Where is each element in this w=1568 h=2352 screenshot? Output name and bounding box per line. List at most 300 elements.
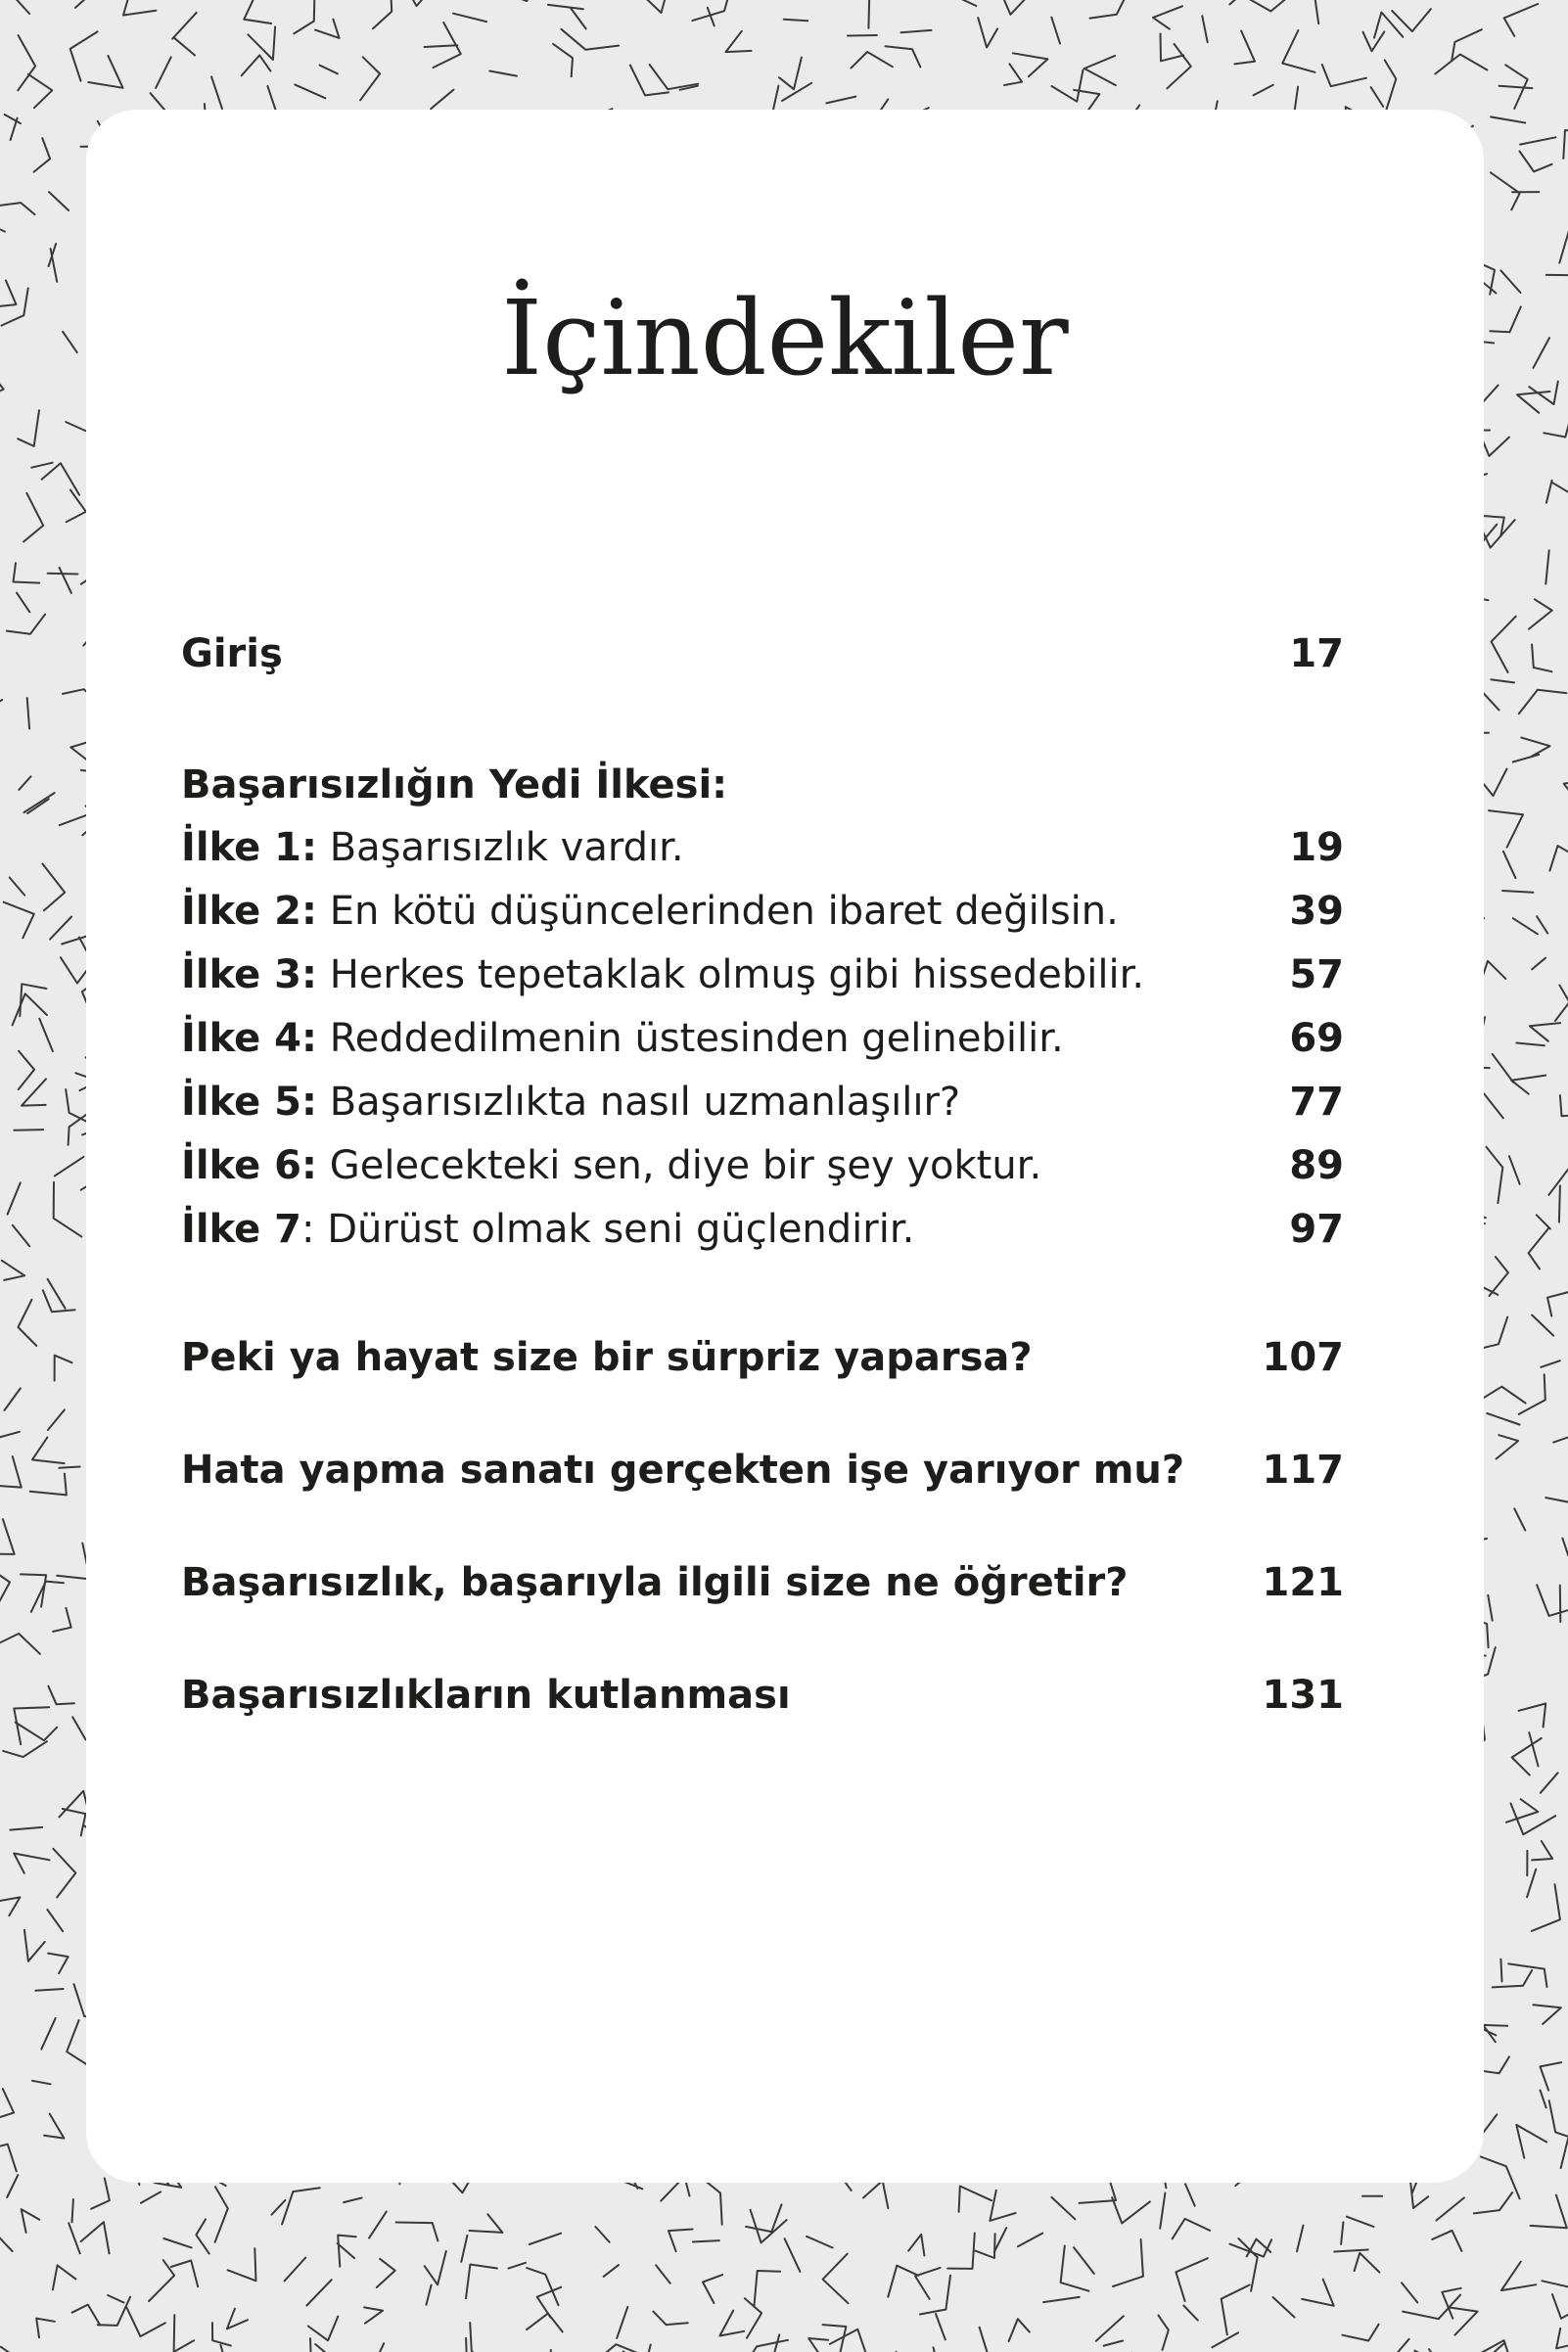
pattern-stroke — [215, 2187, 228, 2242]
pattern-stroke — [1534, 338, 1550, 368]
pattern-stroke — [782, 83, 811, 101]
pattern-stroke — [1541, 2062, 1562, 2091]
pattern-stroke — [1542, 2281, 1568, 2286]
toc-page-number: 69 — [1289, 1016, 1344, 1061]
pattern-stroke — [1563, 130, 1568, 159]
toc-entry-principle-4[interactable] — [181, 1007, 1344, 1070]
principle-label: İlke 3: — [181, 952, 318, 997]
pattern-stroke — [1541, 1773, 1558, 1792]
pattern-stroke — [27, 799, 49, 813]
pattern-stroke — [0, 2236, 13, 2251]
pattern-stroke — [67, 490, 86, 523]
pattern-stroke — [60, 815, 86, 825]
pattern-stroke — [48, 1686, 74, 1705]
pattern-stroke — [594, 2344, 644, 2352]
pattern-stroke — [1551, 483, 1568, 496]
pattern-stroke — [19, 1300, 37, 1346]
pattern-stroke — [285, 2258, 306, 2282]
pattern-stroke — [990, 2191, 1015, 2221]
pattern-stroke — [1475, 2340, 1513, 2352]
pattern-stroke — [1513, 755, 1540, 762]
principle-label: İlke 7 — [181, 1207, 302, 1252]
pattern-stroke — [30, 1474, 67, 1496]
pattern-stroke — [703, 2275, 722, 2303]
toc-entry-section-3[interactable] — [181, 1551, 1344, 1614]
pattern-stroke — [1161, 34, 1184, 62]
pattern-stroke — [1112, 2197, 1150, 2223]
pattern-stroke — [1051, 18, 1060, 44]
pattern-stroke — [994, 2228, 1006, 2252]
pattern-stroke — [43, 1290, 75, 1312]
pattern-stroke — [1560, 1586, 1561, 1622]
pattern-stroke — [934, 2347, 942, 2352]
pattern-stroke — [1541, 2091, 1546, 2108]
pattern-stroke — [49, 192, 69, 210]
pattern-stroke — [1432, 2231, 1461, 2251]
pattern-stroke — [1167, 44, 1190, 88]
toc-page-number: 121 — [1262, 1560, 1344, 1605]
pattern-stroke — [1202, 16, 1207, 42]
pattern-stroke — [50, 917, 71, 940]
pattern-stroke — [653, 2312, 687, 2326]
pattern-stroke — [1553, 1432, 1568, 1443]
pattern-stroke — [1314, 0, 1318, 23]
principles-heading-text: Başarısızlığın Yedi İlkesi: — [181, 762, 728, 807]
toc-page-number: 107 — [1262, 1335, 1344, 1380]
pattern-stroke — [1559, 1186, 1560, 1222]
principle-label: İlke 1: — [181, 825, 318, 870]
pattern-stroke — [470, 2323, 495, 2352]
pattern-stroke — [53, 1608, 70, 1632]
principle-label: İlke 4: — [181, 1016, 318, 1061]
toc-entry-section-1[interactable] — [181, 1326, 1344, 1389]
pattern-stroke — [1556, 2329, 1568, 2348]
toc-entry-principle-2[interactable] — [181, 880, 1344, 943]
toc-page-number: 117 — [1262, 1448, 1344, 1493]
pattern-stroke — [377, 2259, 395, 2287]
pattern-stroke — [693, 2240, 719, 2241]
pattern-stroke — [779, 58, 802, 90]
pattern-stroke — [51, 249, 58, 282]
pattern-stroke — [22, 1079, 46, 1105]
pattern-stroke — [315, 20, 340, 38]
pattern-stroke — [692, 0, 733, 21]
pattern-stroke — [726, 31, 752, 52]
pattern-stroke — [196, 2219, 208, 2253]
pattern-stroke — [272, 2200, 286, 2215]
pattern-stroke — [738, 2340, 788, 2352]
pattern-stroke — [1363, 2339, 1409, 2352]
pattern-stroke — [2, 1261, 24, 1280]
pattern-stroke — [39, 1019, 53, 1051]
pattern-stroke — [13, 993, 47, 1025]
pattern-stroke — [69, 2223, 80, 2253]
toc-entry-principle-1[interactable] — [181, 816, 1344, 879]
pattern-stroke — [228, 2248, 256, 2281]
pattern-stroke — [1508, 1963, 1546, 1987]
pattern-stroke — [48, 1409, 65, 1430]
pattern-stroke — [1520, 152, 1552, 172]
principle-text: Herkes tepetaklak olmuş gibi hissedebilir. — [317, 952, 1145, 997]
pattern-stroke — [67, 2020, 87, 2064]
pattern-stroke — [1481, 1387, 1526, 1404]
pattern-stroke — [63, 332, 77, 352]
pattern-stroke — [1371, 87, 1384, 107]
pattern-stroke — [373, 0, 392, 28]
toc-entry-label: Başarısızlık, başarıyla ilgili size ne öğretir? — [181, 1560, 1129, 1605]
pattern-stroke — [1302, 2280, 1334, 2306]
toc-entry-section-2[interactable] — [181, 1439, 1344, 1501]
pattern-stroke — [295, 84, 325, 98]
pattern-stroke — [0, 1519, 15, 1554]
pattern-stroke — [1552, 2294, 1568, 2319]
toc-page-number: 57 — [1289, 952, 1344, 997]
pattern-stroke — [0, 2089, 14, 2124]
pattern-stroke — [1502, 891, 1533, 893]
pattern-stroke — [0, 1432, 20, 1438]
pattern-stroke — [0, 2144, 17, 2172]
pattern-stroke — [830, 2329, 868, 2352]
pattern-stroke — [1488, 1595, 1492, 1621]
pattern-stroke — [57, 1544, 90, 1580]
pattern-stroke — [60, 568, 71, 593]
pattern-stroke — [886, 46, 921, 67]
principle-text: : Dürüst olmak seni güçlendirir. — [301, 1207, 915, 1252]
pattern-stroke — [1449, 2307, 1477, 2334]
pattern-stroke — [1153, 6, 1182, 28]
pattern-stroke — [530, 2234, 561, 2244]
pattern-stroke — [527, 2268, 558, 2305]
pattern-stroke — [1341, 2222, 1343, 2244]
pattern-stroke — [947, 2234, 975, 2269]
toc-entry-principle-6[interactable] — [181, 1134, 1344, 1197]
page-title: İçindekiler — [501, 278, 1069, 398]
pattern-stroke — [808, 2338, 828, 2352]
pattern-stroke — [1562, 1539, 1568, 1556]
pattern-stroke — [745, 2298, 761, 2338]
pattern-stroke — [1385, 60, 1397, 113]
pattern-stroke — [1487, 1147, 1503, 1203]
pattern-stroke — [604, 2265, 619, 2277]
toc-entry-principle-3[interactable] — [181, 944, 1344, 1006]
pattern-stroke — [807, 2237, 833, 2248]
pattern-stroke — [14, 563, 40, 582]
pattern-stroke — [956, 0, 976, 6]
pattern-stroke — [1520, 137, 1555, 144]
pattern-stroke — [1517, 392, 1550, 413]
pattern-stroke — [0, 203, 34, 214]
pattern-stroke — [282, 2188, 320, 2224]
pattern-stroke — [1503, 852, 1516, 878]
toc-entry-intro[interactable] — [181, 623, 1344, 685]
pattern-stroke — [915, 2268, 941, 2299]
pattern-stroke — [0, 1456, 22, 1488]
pattern-stroke — [72, 2305, 101, 2326]
pattern-stroke — [156, 57, 171, 88]
pattern-stroke — [10, 1827, 42, 1830]
toc-entry-label: Giriş — [181, 631, 283, 676]
pattern-stroke — [650, 65, 699, 89]
pattern-stroke — [719, 2311, 744, 2336]
pattern-stroke — [1549, 846, 1568, 871]
pattern-stroke — [42, 864, 65, 911]
pattern-stroke — [754, 2271, 780, 2307]
pattern-stroke — [848, 35, 877, 36]
pattern-stroke — [571, 9, 586, 29]
pattern-stroke — [1487, 1413, 1519, 1425]
pattern-stroke — [1074, 2247, 1094, 2274]
pattern-stroke — [211, 76, 222, 109]
pattern-stroke — [364, 2307, 383, 2323]
pattern-stroke — [1238, 2238, 1257, 2291]
pattern-stroke — [42, 463, 80, 494]
pattern-stroke — [32, 1438, 65, 1464]
pattern-stroke — [244, 0, 271, 23]
principle-label: İlke 6: — [181, 1143, 318, 1188]
pattern-stroke — [751, 2210, 787, 2243]
pattern-stroke — [502, 0, 542, 1]
pattern-stroke — [1000, 0, 1024, 15]
pattern-stroke — [1254, 85, 1273, 96]
pattern-stroke — [617, 2307, 627, 2338]
toc-entry-section-4[interactable] — [181, 1664, 1344, 1727]
pattern-stroke — [34, 138, 51, 172]
pattern-stroke — [1490, 306, 1520, 332]
pattern-stroke — [595, 2227, 609, 2242]
pattern-stroke — [306, 2280, 331, 2305]
pattern-stroke — [1436, 2197, 1464, 2220]
pattern-stroke — [310, 2338, 311, 2352]
pattern-stroke — [0, 220, 5, 232]
pattern-stroke — [466, 2265, 497, 2299]
pattern-stroke — [1282, 30, 1314, 72]
pattern-stroke — [248, 26, 275, 60]
pattern-stroke — [425, 2251, 446, 2284]
pattern-stroke — [5, 0, 30, 14]
pattern-stroke — [1239, 0, 1297, 12]
pattern-stroke — [1513, 918, 1538, 934]
pattern-stroke — [1484, 1093, 1503, 1118]
toc-entry-principle-5[interactable] — [181, 1071, 1344, 1133]
pattern-stroke — [1113, 2239, 1143, 2286]
pattern-stroke — [630, 66, 669, 96]
pattern-stroke — [784, 20, 807, 21]
pattern-stroke — [8, 1182, 21, 1214]
toc-page-number: 39 — [1289, 889, 1344, 934]
pattern-stroke — [2, 289, 28, 326]
pattern-stroke — [11, 118, 18, 140]
pattern-stroke — [22, 2209, 40, 2233]
pattern-stroke — [1492, 617, 1516, 672]
pattern-stroke — [427, 2285, 432, 2305]
pattern-stroke — [315, 2344, 337, 2352]
pattern-stroke — [1481, 520, 1515, 548]
pattern-stroke — [7, 2175, 18, 2197]
pattern-stroke — [1530, 1023, 1560, 1041]
toc-page-number: 19 — [1289, 825, 1344, 870]
pattern-stroke — [174, 38, 195, 56]
pattern-stroke — [1185, 2184, 1195, 2205]
pattern-stroke — [470, 2214, 503, 2233]
pattern-stroke — [1481, 2157, 1520, 2199]
pattern-stroke — [1541, 1360, 1559, 1367]
pattern-stroke — [7, 615, 45, 634]
pattern-stroke — [320, 66, 338, 74]
pattern-stroke — [901, 30, 932, 32]
pattern-stroke — [1160, 2193, 1165, 2229]
pattern-stroke — [1004, 64, 1022, 85]
pattern-stroke — [44, 2114, 64, 2139]
pattern-stroke — [53, 1849, 75, 1898]
pattern-stroke — [53, 2265, 76, 2289]
pattern-stroke — [1452, 29, 1482, 60]
pattern-stroke — [98, 2297, 130, 2326]
pattern-stroke — [920, 2276, 950, 2315]
toc-entry-label: Hata yapma sanatı gerçekten işe yarıyor mu? — [181, 1448, 1185, 1493]
pattern-stroke — [1493, 1054, 1513, 1083]
pattern-stroke — [1529, 1227, 1549, 1268]
pattern-stroke — [1532, 1315, 1553, 1336]
pattern-stroke — [1096, 2316, 1124, 2340]
pattern-stroke — [561, 29, 619, 50]
pattern-stroke — [1229, 0, 1248, 4]
pattern-stroke — [18, 35, 35, 90]
pattern-stroke — [553, 44, 573, 76]
pattern-stroke — [1297, 2226, 1304, 2252]
pattern-stroke — [508, 2263, 526, 2269]
pattern-stroke — [1334, 2250, 1368, 2252]
pattern-stroke — [1527, 1869, 1536, 1897]
pattern-stroke — [75, 0, 99, 8]
pattern-stroke — [1183, 2306, 1198, 2321]
pattern-stroke — [656, 2265, 670, 2283]
pattern-stroke — [14, 1854, 49, 1873]
toc-page-number: 89 — [1289, 1143, 1344, 1188]
pattern-stroke — [1564, 779, 1568, 804]
toc-entry-label: Peki ya hayat size bir sürpriz yaparsa? — [181, 1335, 1033, 1380]
pattern-stroke — [1519, 1374, 1545, 1414]
pattern-stroke — [1090, 0, 1126, 19]
toc-entry-principle-7[interactable] — [181, 1198, 1344, 1261]
pattern-stroke — [141, 2191, 161, 2202]
pattern-stroke — [1051, 2197, 1075, 2219]
pattern-stroke — [1500, 1960, 1501, 1982]
pattern-stroke — [0, 1897, 20, 1915]
pattern-stroke — [4, 902, 34, 939]
pattern-stroke — [408, 0, 432, 6]
pattern-stroke — [868, 0, 869, 28]
pattern-stroke — [1500, 270, 1520, 293]
pattern-stroke — [1501, 2262, 1536, 2290]
pattern-stroke — [1509, 1156, 1520, 1184]
pattern-stroke — [344, 2198, 362, 2203]
pattern-stroke — [308, 2317, 339, 2341]
principle-text: Başarısızlıkta nasıl uzmanlaşılır? — [317, 1080, 961, 1125]
pattern-stroke — [978, 18, 997, 47]
pattern-stroke — [1531, 2195, 1567, 2229]
pattern-stroke — [369, 2212, 387, 2238]
pattern-stroke — [32, 2081, 51, 2085]
pattern-stroke — [1512, 1738, 1542, 1776]
pattern-stroke — [1548, 1169, 1568, 1195]
pattern-stroke — [47, 1910, 63, 1931]
pattern-stroke — [31, 1582, 64, 1612]
pattern-stroke — [151, 93, 166, 112]
pattern-stroke — [1547, 1291, 1568, 1316]
pattern-stroke — [1052, 69, 1084, 101]
pattern-stroke — [548, 5, 583, 9]
pattern-stroke — [1549, 2100, 1568, 2143]
pattern-stroke — [1537, 1215, 1550, 1228]
pattern-stroke — [1561, 2136, 1568, 2168]
pattern-stroke — [70, 31, 98, 80]
contents-panel — [86, 110, 1484, 2183]
pattern-stroke — [360, 57, 380, 100]
pattern-stroke — [1104, 2341, 1124, 2346]
pattern-stroke — [1499, 86, 1533, 88]
pattern-stroke — [1532, 958, 1545, 970]
pattern-stroke — [5, 1388, 21, 1410]
pattern-stroke — [5, 115, 21, 123]
pattern-stroke — [1176, 2258, 1208, 2301]
pattern-stroke — [1516, 1043, 1545, 1046]
pattern-stroke — [888, 2266, 918, 2297]
pattern-stroke — [1273, 2297, 1295, 2318]
pattern-stroke — [28, 74, 53, 108]
pattern-stroke — [1497, 1435, 1519, 1458]
toc-page-number: 131 — [1262, 1673, 1344, 1718]
pattern-stroke — [242, 55, 271, 75]
pattern-stroke — [91, 2178, 110, 2208]
pattern-stroke — [48, 1279, 66, 1309]
pattern-stroke — [172, 13, 197, 39]
pattern-stroke — [1537, 1585, 1568, 1616]
pattern-stroke — [1532, 1841, 1552, 1860]
pattern-stroke — [1559, 228, 1568, 262]
pattern-stroke — [23, 793, 54, 812]
pattern-stroke — [425, 45, 458, 47]
pattern-stroke — [41, 2018, 55, 2050]
pattern-stroke — [1, 2347, 28, 2352]
pattern-stroke — [1173, 2219, 1210, 2238]
pattern-stroke — [72, 2199, 73, 2222]
pattern-stroke — [1234, 31, 1255, 65]
pattern-stroke — [1489, 810, 1523, 848]
pattern-stroke — [13, 1225, 29, 1246]
pattern-stroke — [163, 2238, 191, 2247]
pattern-stroke — [908, 2235, 924, 2256]
pattern-stroke — [211, 2345, 227, 2352]
pattern-stroke — [826, 97, 855, 104]
pattern-stroke — [16, 1723, 58, 1741]
pattern-stroke — [1546, 481, 1552, 503]
pattern-stroke — [126, 2307, 165, 2336]
pattern-stroke — [352, 2343, 384, 2352]
pattern-stroke — [24, 1930, 45, 1961]
principle-text: Reddedilmenin üstesinden gelinebilir. — [317, 1016, 1064, 1061]
pattern-stroke — [746, 2204, 781, 2232]
pattern-stroke — [1402, 2283, 1417, 2302]
pattern-stroke — [1435, 55, 1487, 74]
principle-text: Başarısızlık vardır. — [317, 825, 684, 870]
pattern-stroke — [31, 463, 52, 468]
pattern-stroke — [19, 776, 30, 790]
principle-text: En kötü düşüncelerinden ibaret değilsin. — [317, 889, 1119, 934]
pattern-stroke — [1084, 56, 1116, 85]
pattern-stroke — [785, 2238, 801, 2272]
pattern-stroke — [0, 280, 17, 306]
pattern-stroke — [1483, 2025, 1507, 2042]
